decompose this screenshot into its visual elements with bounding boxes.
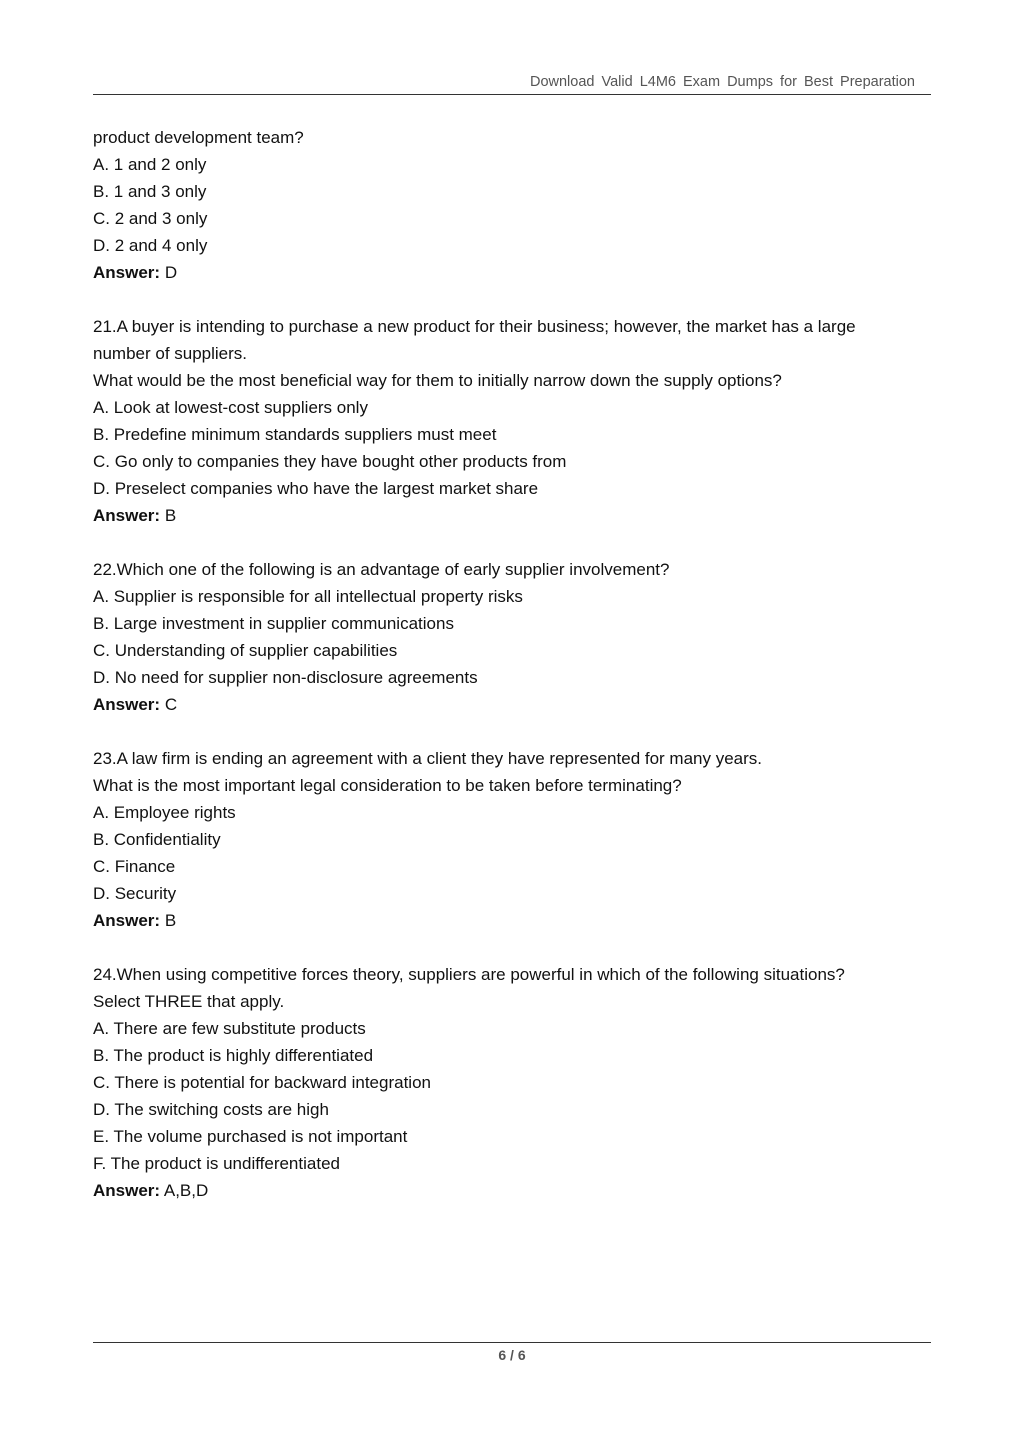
option-a: A. 1 and 2 only [93, 155, 207, 174]
question-text: 24.When using competitive forces theory, suppliers are powerful in which of the following situations? [93, 965, 845, 984]
option-d: D. 2 and 4 only [93, 236, 208, 255]
answer-line [93, 691, 923, 718]
question-text: What is the most important legal consideration to be taken before terminating? [93, 776, 682, 795]
answer-line [93, 907, 923, 934]
option-a: A. Supplier is responsible for all intellectual property risks [93, 587, 523, 606]
answer-value: A,B,D [163, 1181, 209, 1200]
option-d: D. Security [93, 884, 177, 903]
question-21 [93, 313, 923, 529]
answer-label: Answer: [93, 506, 161, 525]
page-header [93, 72, 931, 95]
option-b: B. Large investment in supplier communications [93, 614, 454, 633]
question-23 [93, 745, 923, 934]
option-b: B. 1 and 3 only [93, 182, 207, 201]
question-text: number of suppliers. [93, 344, 248, 363]
answer-label: Answer: [93, 695, 161, 714]
question-text: 21.A buyer is intending to purchase a new product for their business; however, the market has a large [93, 317, 856, 336]
question-text: product development team? [93, 128, 304, 147]
question-text: 22.Which one of the following is an advantage of early supplier involvement? [93, 560, 670, 579]
answer-value: C [164, 695, 178, 714]
answer-value: B [164, 911, 177, 930]
option-d: D. The switching costs are high [93, 1100, 329, 1119]
option-c: C. Go only to companies they have bought other products from [93, 452, 567, 471]
answer-value: D [164, 263, 178, 282]
option-a: A. There are few substitute products [93, 1019, 366, 1038]
question-text: Select THREE that apply. [93, 992, 285, 1011]
answer-line [93, 502, 923, 529]
option-b: B. The product is highly differentiated [93, 1046, 374, 1065]
option-d: D. Preselect companies who have the largest market share [93, 479, 539, 498]
option-d: D. No need for supplier non-disclosure agreements [93, 668, 478, 687]
page-footer [93, 1342, 931, 1363]
question-20 [93, 124, 923, 286]
page-number: 6 / 6 [498, 1347, 526, 1363]
option-b: B. Confidentiality [93, 830, 221, 849]
question-22 [93, 556, 923, 718]
option-e: E. The volume purchased is not important [93, 1127, 408, 1146]
question-text: 23.A law firm is ending an agreement with a client they have represented for many years. [93, 749, 763, 768]
option-f: F. The product is undifferentiated [93, 1154, 340, 1173]
answer-label: Answer: [93, 263, 161, 282]
option-b: B. Predefine minimum standards suppliers must meet [93, 425, 497, 444]
question-text: What would be the most beneficial way for them to initially narrow down the supply options? [93, 371, 782, 390]
answer-label: Answer: [93, 911, 161, 930]
header-title: Download Valid L4M6 Exam Dumps for Best Preparation [529, 74, 915, 90]
option-a: A. Employee rights [93, 803, 236, 822]
option-c: C. Finance [93, 857, 176, 876]
answer-line [93, 259, 923, 286]
answer-line [93, 1177, 923, 1204]
question-24 [93, 961, 923, 1204]
answer-label: Answer: [93, 1181, 161, 1200]
document-body [93, 124, 923, 1204]
option-c: C. Understanding of supplier capabilities [93, 641, 398, 660]
option-c: C. 2 and 3 only [93, 209, 208, 228]
option-a: A. Look at lowest-cost suppliers only [93, 398, 368, 417]
answer-value: B [164, 506, 177, 525]
option-c: C. There is potential for backward integration [93, 1073, 431, 1092]
